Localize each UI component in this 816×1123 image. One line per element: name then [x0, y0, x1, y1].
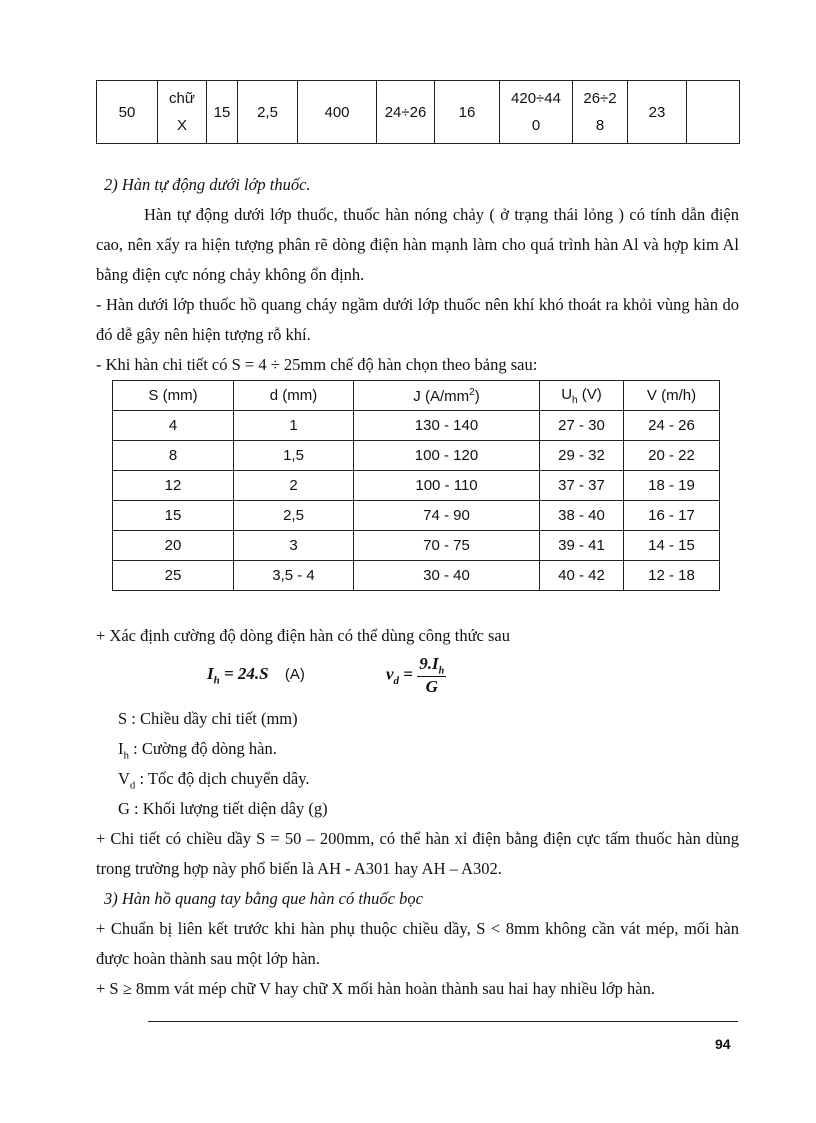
table-cell: 30 - 40: [354, 561, 540, 591]
column-header: V (m/h): [624, 381, 720, 411]
table-cell: 12 - 18: [624, 561, 720, 591]
table-cell: 2: [234, 471, 354, 501]
table-row: [113, 531, 720, 561]
table-cell: 130 - 140: [354, 411, 540, 441]
column-header: d (mm): [234, 381, 354, 411]
formula-speed: $v_d$ = $\frac{9.I_h}{G}$: [386, 654, 445, 697]
table-cell: 14 - 15: [624, 531, 720, 561]
table-header-row: [113, 381, 720, 411]
table-cell: 16: [435, 81, 500, 144]
table-cell: 27 - 30: [540, 411, 624, 441]
table-cell: 24÷26: [377, 81, 435, 144]
table-cell: 100 - 110: [354, 471, 540, 501]
footer-divider: [148, 1021, 738, 1022]
paragraph: Hàn tự động dưới lớp thuốc, thuốc hàn nóng chảy ( ở trạng thái lỏng ) có tính dẫn điện cao, nên xẩy ra hiện tượng phân rẽ dòng điện hàn mạnh làm cho quá trình hàn Al và hợp kim Al bằng điện cực nóng chảy không ổn định.: [96, 205, 739, 284]
legend-ih: $I_h$ : Cường độ dòng hàn.: [118, 739, 277, 762]
table-cell: 26÷2 8: [573, 81, 628, 144]
formula-current: $I_h = 24.S$ (A): [207, 664, 305, 687]
legend-g: G : Khối lượng tiết diện dây (g): [118, 799, 328, 818]
fraction: $\frac{9.I_h}{G}$: [419, 654, 445, 697]
table-cell: 100 - 120: [354, 441, 540, 471]
formula-intro: + Xác định cường độ dòng điện hàn có thể dùng công thức sau: [96, 626, 510, 645]
paragraph: - Khi hàn chi tiết có S = 4 ÷ 25mm chế độ hàn chọn theo bảng sau:: [96, 355, 538, 374]
table-row: [113, 411, 720, 441]
page-number: 94: [715, 1036, 731, 1052]
table-cell: 3: [234, 531, 354, 561]
table-cell: 3,5 - 4: [234, 561, 354, 591]
table-cell: 25: [113, 561, 234, 591]
table-cell: 2,5: [234, 501, 354, 531]
table-cell: 20: [113, 531, 234, 561]
table-row: [113, 561, 720, 591]
table-cell: 8: [113, 441, 234, 471]
table-cell: 74 - 90: [354, 501, 540, 531]
table-cell: [687, 81, 740, 144]
table-cell: 2,5: [238, 81, 298, 144]
table-cell: 50: [97, 81, 158, 144]
table-cell: 16 - 17: [624, 501, 720, 531]
table-cell: 1,5: [234, 441, 354, 471]
table-cell: 18 - 19: [624, 471, 720, 501]
top-table: [96, 80, 740, 144]
table-cell: 4: [113, 411, 234, 441]
table-cell: 29 - 32: [540, 441, 624, 471]
table-row: [113, 441, 720, 471]
paragraph: + Chi tiết có chiều dầy S = 50 – 200mm, có thể hàn xỉ điện bằng điện cực tấm thuốc hàn dùng trong trường hợp này phổ biến là AH - A301 hay AH – A302.: [96, 829, 739, 878]
paragraph: + Chuẩn bị liên kết trước khi hàn phụ thuộc chiều dầy, S < 8mm không cần vát mép, mối hàn được hoàn thành sau một lớp hàn.: [96, 919, 739, 968]
paragraph: - Hàn dưới lớp thuốc hồ quang cháy ngầm dưới lớp thuốc nên khí khó thoát ra khỏi vùng hàn do đó dễ gây nên hiện tượng rỗ khí.: [96, 295, 739, 344]
table-cell: 38 - 40: [540, 501, 624, 531]
table-cell: 12: [113, 471, 234, 501]
column-header: S (mm): [113, 381, 234, 411]
legend-s: S : Chiều dầy chi tiết (mm): [118, 709, 298, 728]
table-cell: 70 - 75: [354, 531, 540, 561]
column-header: J $(A/mm^2)$: [354, 381, 540, 411]
table-cell: 40 - 42: [540, 561, 624, 591]
table-cell: 37 - 37: [540, 471, 624, 501]
table-cell: chữ X: [158, 81, 207, 144]
welding-mode-table: [112, 380, 720, 591]
section-heading: 2) Hàn tự động dưới lớp thuốc.: [104, 175, 311, 194]
table-cell: 15: [113, 501, 234, 531]
column-header: $U_h$ (V): [540, 381, 624, 411]
table-cell: 420÷44 0: [500, 81, 573, 144]
table-row: [113, 471, 720, 501]
legend-vd: $V_d$ : Tốc độ dịch chuyển dây.: [118, 769, 310, 792]
table-cell: 23: [628, 81, 687, 144]
table-cell: 400: [298, 81, 377, 144]
table-cell: 1: [234, 411, 354, 441]
table-cell: 39 - 41: [540, 531, 624, 561]
paragraph: + S ≥ 8mm vát mép chữ V hay chữ X mối hàn hoàn thành sau hai hay nhiều lớp hàn.: [96, 979, 655, 998]
table-row: [113, 501, 720, 531]
table-cell: 20 - 22: [624, 441, 720, 471]
section-heading: 3) Hàn hồ quang tay bằng que hàn có thuốc bọc: [104, 889, 423, 908]
table-row: [97, 81, 740, 144]
table-cell: 15: [207, 81, 238, 144]
table-cell: 24 - 26: [624, 411, 720, 441]
